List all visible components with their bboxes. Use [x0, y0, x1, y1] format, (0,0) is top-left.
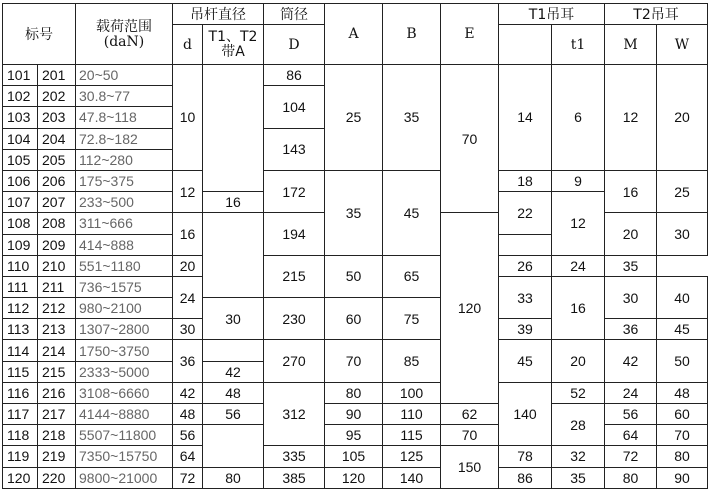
mark-t1: 101 — [3, 65, 38, 86]
mark-t2: 219 — [38, 446, 76, 467]
header-E: E — [441, 4, 499, 65]
mark-t2: 216 — [38, 382, 76, 403]
header-mark-number: 标号 — [3, 4, 76, 65]
load-range: 5507~11800 — [76, 425, 173, 446]
lug-t1: 35 — [552, 467, 605, 488]
rod-a: 16 — [203, 192, 264, 213]
dim-b: 140 — [383, 467, 441, 488]
load-range: 3108~6660 — [76, 382, 173, 403]
table-header — [3, 4, 708, 65]
lug-w: 40 — [657, 276, 708, 318]
mark-t1: 112 — [3, 298, 38, 319]
shell-d: 143 — [264, 128, 325, 170]
lug-m: 72 — [605, 446, 657, 467]
table-row — [3, 255, 708, 276]
lug-l: 62 — [441, 404, 499, 425]
lug-m: 42 — [605, 340, 657, 382]
rod-a: 42 — [203, 361, 264, 382]
mark-t1: 108 — [3, 213, 38, 234]
dim-a: 105 — [325, 446, 383, 467]
rod-a: 30 — [203, 298, 264, 340]
header-t1-lug: T1吊耳 — [499, 4, 605, 25]
load-range: 175~375 — [76, 170, 173, 191]
rod-d: 42 — [173, 382, 203, 403]
mark-t2: 210 — [38, 255, 76, 276]
lug-l: 86 — [499, 467, 552, 488]
lug-w: 25 — [657, 170, 708, 212]
mark-t1: 120 — [3, 467, 38, 488]
rod-d: 36 — [173, 340, 203, 382]
load-range: 4144~8880 — [76, 404, 173, 425]
shell-d: 215 — [264, 255, 325, 297]
lug-w: 50 — [657, 340, 708, 382]
dim-e: 140 — [499, 382, 552, 446]
rod-d: 20 — [173, 255, 203, 276]
table-row — [3, 170, 708, 191]
mark-t2: 202 — [38, 86, 76, 107]
mark-t2: 206 — [38, 170, 76, 191]
mark-t2: 208 — [38, 213, 76, 234]
mark-t1: 103 — [3, 107, 38, 128]
rod-d: 30 — [173, 319, 203, 340]
mark-t2: 220 — [38, 467, 76, 488]
rod-a-blank — [203, 425, 264, 467]
header-shell-diameter: 筒径 — [264, 4, 325, 25]
lug-l: 78 — [499, 446, 552, 467]
mark-t2: 218 — [38, 425, 76, 446]
mark-t2: 217 — [38, 404, 76, 425]
rod-a: 56 — [203, 404, 264, 425]
mark-t2: 204 — [38, 128, 76, 149]
lug-w: 60 — [657, 404, 708, 425]
load-range: 30.8~77 — [76, 86, 173, 107]
dim-b: 110 — [383, 404, 441, 425]
mark-t1: 110 — [3, 255, 38, 276]
mark-t2: 214 — [38, 340, 76, 361]
table-row — [3, 65, 708, 86]
shell-d: 270 — [264, 340, 325, 382]
mark-t2: 209 — [38, 234, 76, 255]
table-row — [3, 340, 708, 361]
mark-t1: 115 — [3, 361, 38, 382]
lug-w: 20 — [657, 65, 708, 171]
dim-e: 70 — [441, 65, 499, 213]
header-M: M — [605, 25, 657, 65]
load-range: 112~280 — [76, 149, 173, 170]
header-load-range — [76, 4, 173, 65]
load-range: 20~50 — [76, 65, 173, 86]
load-range: 47.8~118 — [76, 107, 173, 128]
rod-d: 24 — [173, 276, 203, 318]
rod-a: 48 — [203, 382, 264, 403]
rod-a-blank — [203, 340, 264, 361]
shell-d: 104 — [264, 86, 325, 128]
shell-d: 194 — [264, 213, 325, 255]
header-B: B — [383, 4, 441, 65]
lug-l: 33 — [499, 276, 552, 318]
table-row — [3, 382, 708, 403]
lug-m: 16 — [605, 170, 657, 212]
load-range: 7350~15750 — [76, 446, 173, 467]
header-load-range-title: 载荷范围 — [96, 18, 152, 35]
rod-d: 48 — [173, 404, 203, 425]
load-range: 72.8~182 — [76, 128, 173, 149]
mark-t1: 102 — [3, 86, 38, 107]
lug-w: 45 — [657, 319, 708, 340]
mark-t2: 207 — [38, 192, 76, 213]
shell-d: 385 — [264, 467, 325, 488]
load-range: 1307~2800 — [76, 319, 173, 340]
header-W: W — [657, 25, 708, 65]
mark-t1: 105 — [3, 149, 38, 170]
dim-b: 100 — [383, 382, 441, 403]
dim-e: 120 — [441, 213, 499, 404]
dim-a: 35 — [325, 170, 383, 255]
lug-w: 80 — [657, 446, 708, 467]
lug-l: 45 — [499, 340, 552, 382]
header-d: d — [173, 25, 203, 65]
header-t1: t1 — [552, 25, 605, 65]
shell-d: 335 — [264, 446, 325, 467]
lug-l: 39 — [499, 319, 552, 340]
load-range: 414~888 — [76, 234, 173, 255]
rod-a-blank — [203, 65, 264, 192]
lug-m: 48 — [657, 382, 708, 403]
mark-t1: 109 — [3, 234, 38, 255]
rod-d: 10 — [173, 65, 203, 171]
lug-t1: 16 — [552, 276, 605, 340]
dim-b: 75 — [383, 298, 441, 340]
lug-t1: 9 — [552, 170, 605, 191]
shell-d: 172 — [264, 170, 325, 212]
dim-b: 45 — [383, 170, 441, 255]
dim-a: 80 — [325, 382, 383, 403]
lug-l: 18 — [499, 170, 552, 191]
load-range: 551~1180 — [76, 255, 173, 276]
mark-t1: 104 — [3, 128, 38, 149]
load-range: 1750~3750 — [76, 340, 173, 361]
header-rod-diameter: 吊杆直径 — [173, 4, 264, 25]
table-row — [3, 404, 708, 425]
mark-t1: 111 — [3, 276, 38, 297]
header-t2-lug: T2吊耳 — [605, 4, 708, 25]
lug-t1: 32 — [552, 446, 605, 467]
dim-e: 150 — [441, 446, 499, 488]
table-row — [3, 467, 708, 488]
lug-m: 12 — [605, 65, 657, 171]
dim-a: 50 — [325, 255, 383, 297]
lug-m: 24 — [552, 255, 605, 276]
mark-t2: 213 — [38, 319, 76, 340]
lug-m: 36 — [605, 319, 657, 340]
header-t1t2-with-a — [203, 25, 264, 65]
load-range: 2333~5000 — [76, 361, 173, 382]
mark-t2: 215 — [38, 361, 76, 382]
lug-l: 14 — [499, 65, 552, 171]
lug-w: 30 — [657, 213, 708, 255]
mark-t1: 118 — [3, 425, 38, 446]
table-body — [3, 65, 708, 489]
dim-b: 125 — [383, 446, 441, 467]
lug-w: 35 — [605, 255, 657, 276]
lug-m: 80 — [605, 467, 657, 488]
mark-t1: 119 — [3, 446, 38, 467]
load-range: 311~666 — [76, 213, 173, 234]
lug-l: 26 — [499, 255, 552, 276]
table-row — [3, 446, 708, 467]
header-load-unit: (daN) — [103, 33, 145, 50]
dim-a: 90 — [325, 404, 383, 425]
lug-m: 56 — [605, 404, 657, 425]
load-range: 233~500 — [76, 192, 173, 213]
lug-m: 20 — [605, 213, 657, 255]
mark-t1: 117 — [3, 404, 38, 425]
mark-t1: 106 — [3, 170, 38, 191]
header-t1t2-line1: T1、T2 — [208, 28, 258, 45]
load-range: 9800~21000 — [76, 467, 173, 488]
shell-d: 230 — [264, 298, 325, 340]
mark-t1: 107 — [3, 192, 38, 213]
mark-t2: 203 — [38, 107, 76, 128]
dim-b: 85 — [383, 340, 441, 382]
mark-t2: 201 — [38, 65, 76, 86]
rod-a: 80 — [203, 467, 264, 488]
dim-a: 120 — [325, 467, 383, 488]
lug-t1: 24 — [605, 382, 657, 403]
header-D: D — [264, 25, 325, 65]
rod-a-blank — [203, 213, 264, 298]
mark-t1: 116 — [3, 382, 38, 403]
rod-d: 16 — [173, 213, 203, 255]
lug-m: 64 — [605, 425, 657, 446]
mark-t1: 113 — [3, 319, 38, 340]
mark-t2: 212 — [38, 298, 76, 319]
lug-t1: 12 — [552, 192, 605, 256]
dim-a: 70 — [325, 340, 383, 382]
header-t1t2-line2: 带A — [221, 43, 245, 60]
lug-l: 52 — [552, 382, 605, 403]
header-A: A — [325, 4, 383, 65]
mark-t2: 211 — [38, 276, 76, 297]
rod-d: 56 — [173, 425, 203, 446]
dim-a: 95 — [325, 425, 383, 446]
header-t1-lug-blank — [499, 25, 552, 65]
lug-w: 70 — [657, 425, 708, 446]
rod-d: 12 — [173, 170, 203, 212]
dim-b: 115 — [383, 425, 441, 446]
load-range: 736~1575 — [76, 276, 173, 297]
lug-t1: 28 — [552, 404, 605, 446]
dim-a: 60 — [325, 298, 383, 340]
mark-t2: 205 — [38, 149, 76, 170]
lug-l: 70 — [441, 425, 499, 446]
dim-b: 65 — [383, 255, 441, 297]
spec-table — [2, 3, 708, 489]
dim-b: 35 — [383, 65, 441, 171]
dim-a: 25 — [325, 65, 383, 171]
load-range: 980~2100 — [76, 298, 173, 319]
rod-d: 72 — [173, 467, 203, 488]
lug-w: 90 — [657, 467, 708, 488]
shell-d: 312 — [264, 382, 325, 446]
lug-m: 30 — [605, 276, 657, 318]
lug-l: 22 — [499, 192, 552, 234]
shell-d: 86 — [264, 65, 325, 86]
rod-d: 64 — [173, 446, 203, 467]
lug-t1: 6 — [552, 65, 605, 171]
lug-t1: 20 — [552, 340, 605, 382]
mark-t1: 114 — [3, 340, 38, 361]
